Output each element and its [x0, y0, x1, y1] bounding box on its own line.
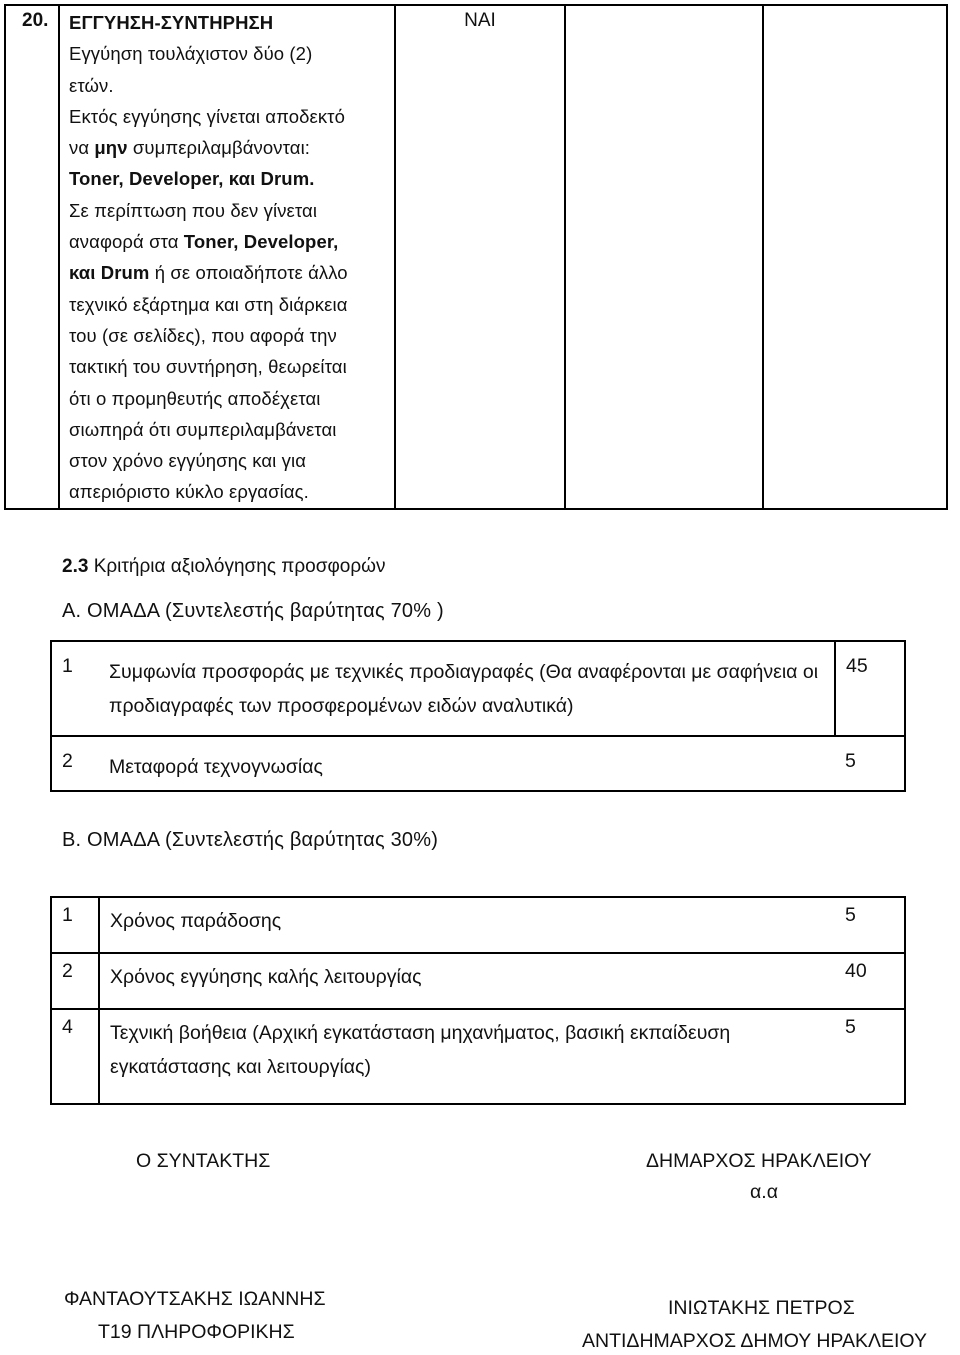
table-row [51, 1009, 905, 1104]
group-a-title: Α. ΟΜΑΔΑ (Συντελεστής βαρύτητας 70% ) [62, 600, 444, 622]
spec-line: του (σε σελίδες), που αφορά την [69, 324, 337, 346]
spec-line: αναφορά στα Toner, Developer, [69, 231, 339, 253]
group-b-table [50, 896, 906, 1105]
criterion-text: Μεταφορά τεχνογνωσίας [99, 736, 835, 791]
spec-empty-cell [763, 5, 947, 509]
author-name: ΦΑΝΤΑΟΥΤΣΑΚΗΣ ΙΩΑΝΝΗΣ [64, 1288, 326, 1310]
table-row [51, 641, 905, 736]
criterion-weight: 40 [835, 953, 905, 1009]
spec-line: Εκτός εγγύησης γίνεται αποδεκτό [69, 105, 345, 127]
criterion-text: Τεχνική βοήθεια (Αρχική εγκατάσταση μηχανήματος, βασική εκπαίδευση εγκατάστασης και λειτουργίας) [99, 1009, 835, 1104]
criterion-number: 2 [51, 736, 99, 791]
spec-line: και Drum ή σε οποιαδήποτε άλλο [69, 262, 348, 284]
spec-line: να μην συμπεριλαμβάνονται: [69, 137, 311, 159]
criterion-number: 4 [51, 1009, 99, 1104]
spec-title: ΕΓΓΥΗΣΗ-ΣΥΝΤΗΡΗΣΗ [69, 12, 274, 33]
criterion-text: Χρόνος παράδοσης [99, 897, 835, 953]
spec-line: τεχνικό εξάρτημα και στη διάρκεια [69, 293, 348, 315]
table-row [51, 953, 905, 1009]
criterion-weight: 45 [835, 641, 905, 736]
spec-line: ότι ο προμηθευτής αποδέχεται [69, 387, 321, 409]
spec-answer: ΝΑΙ [464, 10, 496, 31]
spec-line: Toner, Developer, και Drum. [69, 168, 315, 190]
spec-line: Εγγύηση τουλάχιστον δύο (2) [69, 43, 313, 65]
spec-description-cell [59, 5, 395, 509]
spec-table [4, 4, 948, 510]
spec-empty-cell [565, 5, 763, 509]
criterion-number: 1 [51, 897, 99, 953]
criterion-text: Χρόνος εγγύησης καλής λειτουργίας [99, 953, 835, 1009]
mayor-subtitle: α.α [750, 1181, 778, 1203]
spec-line: στον χρόνο εγγύησης και για [69, 450, 306, 472]
criterion-number: 2 [51, 953, 99, 1009]
spec-line: τακτική του συντήρηση, θεωρείται [69, 356, 347, 378]
spec-line: ετών. [69, 74, 114, 96]
criterion-number: 1 [51, 641, 99, 736]
spec-line: Σε περίπτωση που δεν γίνεται [69, 199, 318, 221]
mayor-role: ΑΝΤΙΔΗΜΑΡΧΟΣ ΔΗΜΟΥ ΗΡΑΚΛΕΙΟΥ [582, 1330, 927, 1352]
spec-answer-cell [395, 5, 565, 509]
criteria-heading-text: Κριτήρια αξιολόγησης προσφορών [88, 556, 386, 577]
criterion-weight: 5 [835, 736, 905, 791]
group-b-title: Β. ΟΜΑΔΑ (Συντελεστής βαρύτητας 30%) [62, 829, 439, 851]
group-a-table [50, 640, 906, 792]
spec-line: απεριόριστο κύκλο εργασίας. [69, 481, 309, 503]
criterion-weight: 5 [835, 897, 905, 953]
criteria-heading-number: 2.3 [62, 556, 89, 577]
spec-description [60, 6, 394, 508]
spec-number: 20. [22, 10, 49, 31]
table-row [51, 736, 905, 791]
author-role: Τ19 ΠΛΗΡΟΦΟΡΙΚΗΣ [98, 1321, 295, 1343]
mayor-title: ΔΗΜΑΡΧΟΣ ΗΡΑΚΛΕΙΟΥ [646, 1150, 872, 1172]
mayor-name: ΙΝΙΩΤΑΚΗΣ ΠΕΤΡΟΣ [668, 1297, 855, 1319]
spec-line: σιωπηρά ότι συμπεριλαμβάνεται [69, 418, 337, 440]
spec-row [5, 5, 947, 509]
table-row [51, 897, 905, 953]
criteria-heading [62, 556, 386, 578]
criterion-text: Συμφωνία προσφοράς με τεχνικές προδιαγραφές (Θα αναφέρονται με σαφήνεια οι προδιαγραφές των προσφερομένων ειδών αναλυτικά) [99, 641, 835, 736]
spec-number-cell [5, 5, 59, 509]
criterion-weight: 5 [835, 1009, 905, 1104]
author-title: Ο ΣΥΝΤΑΚΤΗΣ [136, 1150, 271, 1172]
